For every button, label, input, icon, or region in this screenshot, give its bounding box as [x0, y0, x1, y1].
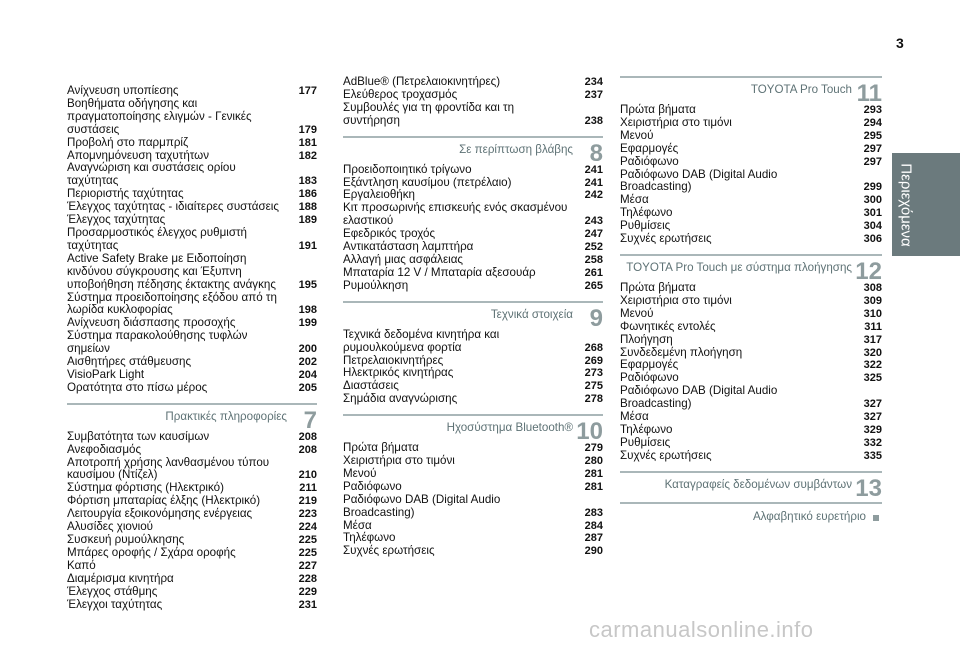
- toc-entry-page: 247: [584, 228, 603, 241]
- toc-entry-page: 332: [863, 436, 882, 449]
- toc-entry[interactable]: [620, 156, 882, 169]
- toc-entry[interactable]: [620, 117, 882, 130]
- toc-entry-page: 297: [863, 155, 882, 168]
- toc-entry-title: Χειριστήρια στο τιμόνι: [343, 454, 455, 468]
- toc-entry[interactable]: [67, 85, 317, 98]
- toc-entry-title: Συχνές ερωτήσεις: [620, 448, 712, 462]
- toc-entry-page: 210: [298, 469, 317, 482]
- toc-entry-page: 204: [298, 368, 317, 381]
- toc-entry-title: Καπό: [67, 558, 96, 572]
- toc-entry-title: Ρυθμίσεις: [620, 219, 671, 233]
- toc-entry-page: 335: [863, 449, 882, 462]
- section-number: 11: [856, 80, 882, 108]
- toc-entry-page: 208: [298, 443, 317, 456]
- toc-entry-title: Τεχνικά δεδομένα κινητήρα και ρυμουλκούμενα φορτία: [343, 327, 500, 354]
- toc-entry-title: Διαμέρισμα κινητήρα: [67, 571, 174, 585]
- toc-entry[interactable]: [620, 450, 882, 463]
- toc-entry-title: Προσαρμοστικός έλεγχος ρυθμιστή ταχύτητας: [67, 225, 248, 252]
- toc-entry-page: 241: [584, 176, 603, 189]
- toc-entry-page: 309: [863, 294, 882, 307]
- toc-entry-page: 205: [298, 381, 317, 394]
- toc-entry[interactable]: [620, 143, 882, 156]
- toc-entry-title: Ανεφοδιασμός: [67, 442, 142, 456]
- toc-entry[interactable]: [67, 457, 317, 483]
- toc-entry[interactable]: [67, 369, 317, 382]
- toc-entry[interactable]: [620, 437, 882, 450]
- toc-entry[interactable]: [67, 137, 317, 150]
- toc-column-2: [343, 76, 603, 558]
- toc-entry-title: Πρώτα βήματα: [620, 280, 696, 294]
- toc-entry-title: Έλεγχοι ταχύτητας: [67, 597, 163, 611]
- toc-entry-page: 279: [584, 442, 603, 455]
- toc-entry[interactable]: [67, 573, 317, 586]
- toc-entry[interactable]: [67, 330, 317, 356]
- toc-entry-page: 200: [298, 343, 317, 356]
- toc-entry[interactable]: [67, 253, 317, 292]
- square-bullet-icon: [873, 515, 879, 521]
- toc-entry-title: Προβολή στο παρμπρίζ: [67, 135, 189, 149]
- toc-entry-title: Active Safety Brake με Ειδοποίηση κινδύνου σύγκρουσης και Έξυπνη υποβοήθηση πέδησης έκτακτης ανάγκης: [67, 251, 276, 291]
- toc-entry-title: Εφαρμογές: [620, 358, 679, 372]
- toc-entry[interactable]: [343, 254, 603, 267]
- toc-entry-title: Μπαταρία 12 V / Μπαταρία αξεσουάρ: [343, 265, 536, 279]
- toc-entry-title: Τηλέφωνο: [620, 422, 673, 436]
- toc-entry-page: 243: [584, 215, 603, 228]
- toc-entry-page: 287: [584, 532, 603, 545]
- toc-entry-title: Πρώτα βήματα: [620, 103, 696, 116]
- page-number: 3: [896, 35, 904, 51]
- toc-entry-page: 234: [584, 76, 603, 88]
- toc-entry-title: Συνδεδεμένη πλοήγηση: [620, 345, 743, 359]
- toc-entry-page: 281: [584, 467, 603, 480]
- toc-entry-page: 310: [863, 307, 882, 320]
- toc-entry-title: Εφαρμογές: [620, 141, 679, 155]
- toc-entry-page: 304: [863, 220, 882, 233]
- toc-entry-title: Ραδιόφωνο DAB (Digital Audio Broadcasting): [343, 492, 501, 519]
- toc-entry[interactable]: [343, 164, 603, 177]
- index-title: Αλφαβητικό ευρετήριο: [752, 509, 866, 523]
- toc-entry[interactable]: [343, 468, 603, 481]
- toc-entry-page: 181: [298, 136, 317, 149]
- section-title: Ηχοσύστημα Bluetooth®: [446, 421, 573, 435]
- toc-entry[interactable]: [67, 534, 317, 547]
- toc-entry-page: 182: [298, 149, 317, 162]
- toc-entry[interactable]: [67, 431, 317, 444]
- section-header-7[interactable]: [67, 402, 317, 434]
- toc-entry-page: 191: [298, 239, 317, 252]
- toc-entry[interactable]: [343, 455, 603, 468]
- toc-entry-page: 311: [864, 320, 882, 333]
- section-title: Πρακτικές πληροφορίες: [165, 409, 287, 423]
- toc-entry-title: Πετρελαιοκινητήρες: [343, 353, 444, 367]
- toc-entry-page: 308: [863, 281, 882, 294]
- toc-entry-title: Απομνημόνευση ταχυτήτων: [67, 148, 210, 162]
- toc-entry-page: 227: [298, 559, 317, 572]
- toc-entry-page: 280: [584, 455, 603, 468]
- toc-entry-page: 228: [298, 572, 317, 585]
- toc-entry-page: 299: [863, 181, 882, 194]
- toc-entry[interactable]: [67, 560, 317, 573]
- toc-entry-title: Φόρτιση μπαταρίας έλξης (Ηλεκτρικό): [67, 494, 261, 508]
- toc-entry-page: 224: [298, 521, 317, 534]
- section-number: 8: [589, 139, 603, 167]
- toc-entry-title: Έλεγχος ταχύτητας - ιδιαίτερες συστάσεις: [67, 200, 279, 214]
- toc-entry-title: Σύστημα προειδοποίησης εξόδου από τη λωρίδα κυκλοφορίας: [67, 290, 277, 317]
- toc-entry-page: 284: [584, 519, 603, 532]
- toc-entry-title: Ορατότητα στο πίσω μέρος: [67, 380, 208, 394]
- toc-entry-page: 325: [863, 372, 882, 385]
- toc-entry-page: 322: [863, 359, 882, 372]
- toc-entry[interactable]: [620, 282, 882, 295]
- toc-entry-title: Σύστημα παρακολούθησης τυφλών σημείων: [67, 329, 248, 356]
- toc-entry-page: 238: [584, 114, 603, 127]
- toc-entry-page: 300: [863, 194, 882, 207]
- section-header-12[interactable]: [620, 253, 882, 286]
- toc-entry-title: Χειριστήρια στο τιμόνι: [620, 115, 732, 129]
- toc-entry-title: Συσκευή ρυμούλκησης: [67, 533, 185, 546]
- toc-entry-page: 242: [584, 189, 603, 202]
- toc-entry[interactable]: [620, 321, 882, 334]
- toc-column-3: [620, 80, 882, 524]
- toc-entry-page: 208: [298, 430, 317, 443]
- toc-entry-title: Ραδιόφωνο DAB (Digital Audio Broadcasting): [620, 384, 778, 411]
- toc-entry[interactable]: [67, 227, 317, 253]
- toc-entry-page: 294: [863, 116, 882, 129]
- toc-entry-page: 223: [298, 508, 317, 521]
- toc-entry-page: 225: [298, 534, 317, 546]
- section-header-11[interactable]: [620, 75, 882, 108]
- toc-entry-title: Ραδιόφωνο DAB (Digital Audio Broadcasting): [620, 167, 778, 194]
- toc-entry-title: Σημάδια αναγνώρισης: [343, 392, 458, 406]
- toc-entry-page: 189: [298, 214, 317, 227]
- section-title: TOYOTA Pro Touch: [750, 83, 852, 97]
- toc-entry-title: Τηλέφωνο: [620, 206, 673, 220]
- toc-entry[interactable]: [620, 169, 882, 195]
- toc-entry[interactable]: [343, 481, 603, 494]
- toc-entry-title: AdBlue® (Πετρελαιοκινητήρες): [343, 75, 501, 88]
- toc-entry-title: Έλεγχος στάθμης: [67, 584, 158, 598]
- toc-entry-page: 265: [584, 279, 603, 292]
- toc-entry-page: 295: [863, 129, 882, 142]
- toc-entry-page: 183: [298, 175, 317, 188]
- section-header-10[interactable]: [343, 413, 603, 446]
- toc-entry[interactable]: [343, 267, 603, 280]
- toc-entry-title: Τηλέφωνο: [343, 531, 396, 545]
- toc-entry[interactable]: [620, 233, 882, 246]
- toc-entry-page: 290: [584, 545, 603, 558]
- toc-entry-page: 229: [298, 585, 317, 598]
- section-title: Τεχνικά στοιχεία: [490, 307, 573, 321]
- toc-entry-title: Μπάρες οροφής / Σχάρα οροφής: [67, 545, 236, 559]
- toc-entry-page: 199: [298, 317, 317, 330]
- section-header-13[interactable]: [620, 470, 882, 502]
- toc-entry-title: Ανίχνευση διάσπασης προσοχής: [67, 316, 236, 330]
- toc-entry-page: 320: [863, 346, 882, 359]
- toc-entry-title: VisioPark Light: [67, 367, 145, 381]
- toc-entry-page: 237: [584, 88, 603, 101]
- toc-entry[interactable]: [67, 98, 317, 137]
- toc-entry-title: Χειριστήρια στο τιμόνι: [620, 293, 732, 307]
- toc-entry-title: Εξάντληση καυσίμου (πετρέλαιο): [343, 175, 512, 189]
- toc-entry-title: Μέσα: [620, 193, 649, 207]
- toc-entry-page: 301: [863, 207, 882, 220]
- toc-entry-title: Κιτ προσωρινής επισκευής ενός σκασμένου ελαστικού: [343, 201, 568, 228]
- toc-entry[interactable]: [67, 547, 317, 560]
- toc-entry[interactable]: [343, 76, 603, 89]
- toc-entry-title: Βοηθήματα οδήγησης και πραγματοποίησης ελιγμών - Γενικές συστάσεις: [67, 96, 252, 136]
- toc-entry-title: Αλλαγή μιας ασφάλειας: [343, 252, 463, 266]
- toc-entry-title: Μέσα: [343, 518, 372, 532]
- toc-entry-title: Ραδιόφωνο: [620, 371, 679, 385]
- toc-entry-title: Ρυθμίσεις: [620, 435, 671, 449]
- toc-entry-page: 198: [298, 304, 317, 317]
- toc-entry[interactable]: [620, 308, 882, 321]
- toc-entry-page: 252: [584, 241, 603, 254]
- toc-column-1: [67, 85, 317, 611]
- toc-entry[interactable]: [343, 102, 603, 128]
- toc-entry-title: Ανίχνευση υποπίεσης: [67, 84, 179, 97]
- section-number: 9: [589, 304, 603, 332]
- toc-entry-title: Ρυμούλκηση: [343, 278, 409, 292]
- toc-entry-title: Συχνές ερωτήσεις: [620, 232, 712, 246]
- toc-entry-title: Αναγνώριση και συστάσεις ορίου ταχύτητας: [67, 161, 236, 188]
- toc-entry-title: Περιοριστής ταχύτητας: [67, 187, 184, 201]
- toc-entry[interactable]: [343, 393, 603, 406]
- toc-entry-page: 283: [584, 506, 603, 519]
- toc-entry-page: 258: [584, 253, 603, 266]
- toc-entry[interactable]: [620, 295, 882, 308]
- section-number: 7: [303, 406, 317, 434]
- toc-entry[interactable]: [620, 334, 882, 347]
- toc-entry-page: 306: [863, 233, 882, 246]
- toc-entry[interactable]: [343, 89, 603, 102]
- toc-entry-title: Μενού: [343, 466, 377, 480]
- toc-entry-page: 269: [584, 354, 603, 367]
- section-number: 12: [855, 258, 882, 286]
- toc-entry[interactable]: [343, 545, 603, 558]
- toc-entry-title: Προειδοποιητικό τρίγωνο: [343, 162, 472, 176]
- toc-entry-title: Μενού: [620, 128, 654, 142]
- toc-entry[interactable]: [620, 104, 882, 117]
- section-header-8[interactable]: [343, 135, 603, 167]
- toc-entry-page: 211: [299, 482, 317, 495]
- toc-entry[interactable]: [67, 292, 317, 318]
- toc-entry-title: Διαστάσεις: [343, 379, 399, 393]
- toc-entry-title: Αλυσίδες χιονιού: [67, 520, 154, 534]
- toc-entry-page: 293: [863, 104, 882, 116]
- toc-entry-title: Λειτουργία εξοικονόμησης ενέργειας: [67, 507, 253, 521]
- toc-entry-title: Ραδιόφωνο: [620, 154, 679, 168]
- toc-entry-page: 273: [584, 367, 603, 380]
- toc-entry[interactable]: [343, 202, 603, 228]
- watermark: carmanualsonline.info: [589, 617, 814, 642]
- toc-entry-page: 225: [298, 546, 317, 559]
- toc-entry[interactable]: [343, 329, 603, 355]
- toc-entry-page: 275: [584, 380, 603, 393]
- toc-entry-title: Μέσα: [620, 410, 649, 424]
- toc-entry-page: 317: [863, 333, 882, 346]
- toc-entry-title: Σύστημα φόρτισης (Ηλεκτρικό): [67, 481, 224, 495]
- toc-entry[interactable]: [343, 280, 603, 293]
- toc-entry[interactable]: [67, 586, 317, 599]
- section-number: 13: [855, 474, 882, 502]
- index-link[interactable]: [620, 502, 882, 524]
- section-header-9[interactable]: [343, 300, 603, 332]
- toc-entry-title: Φωνητικές εντολές: [620, 319, 716, 333]
- section-number: 10: [576, 418, 603, 446]
- toc-entry-page: 219: [298, 495, 317, 508]
- toc-entry-page: 268: [584, 341, 603, 354]
- toc-entry-title: Συμβατότητα των καυσίμων: [67, 429, 210, 443]
- section-title: TOYOTA Pro Touch με σύστημα πλοήγησης: [626, 261, 852, 275]
- toc-entry-page: 329: [863, 423, 882, 436]
- toc-entry[interactable]: [67, 444, 317, 457]
- toc-entry-page: 297: [863, 142, 882, 155]
- toc-entry-title: Πρώτα βήματα: [343, 441, 419, 455]
- toc-entry[interactable]: [67, 599, 317, 612]
- toc-entry-page: 179: [298, 123, 317, 136]
- toc-entry-title: Ραδιόφωνο: [343, 479, 402, 493]
- toc-entry-page: 195: [298, 278, 317, 291]
- toc-entry-page: 327: [863, 398, 882, 411]
- toc-entry-title: Ηλεκτρικός κινητήρας: [343, 366, 454, 380]
- toc-entry-title: Έλεγχος ταχύτητας: [67, 213, 166, 227]
- toc-entry[interactable]: [620, 385, 882, 411]
- toc-entry-title: Εφεδρικός τροχός: [343, 227, 436, 241]
- toc-entry-page: 281: [584, 480, 603, 493]
- toc-entry-page: 261: [584, 266, 603, 279]
- toc-entry-page: 278: [584, 393, 603, 406]
- toc-entry-title: Εργαλειοθήκη: [343, 188, 415, 202]
- section-title: Καταγραφείς δεδομένων συμβάντων: [664, 477, 852, 491]
- toc-entry-title: Συχνές ερωτήσεις: [343, 544, 435, 558]
- toc-entry[interactable]: [620, 411, 882, 424]
- toc-entry-title: Μενού: [620, 306, 654, 320]
- toc-entry-title: Αντικατάσταση λαμπτήρα: [343, 240, 474, 254]
- toc-entry-page: 177: [298, 85, 317, 97]
- toc-entry[interactable]: [343, 494, 603, 520]
- toc-entry-title: Συμβουλές για τη φροντίδα και τη συντήρηση: [343, 100, 515, 127]
- toc-entry-page: 186: [298, 188, 317, 201]
- toc-entry-page: 327: [863, 411, 882, 424]
- toc-entry-title: Αισθητήρες στάθμευσης: [67, 355, 192, 369]
- toc-entry[interactable]: [620, 130, 882, 143]
- toc-entry-page: 241: [584, 163, 603, 176]
- section-title: Σε περίπτωση βλάβης: [459, 142, 573, 156]
- toc-entry[interactable]: [67, 162, 317, 188]
- toc-entry-page: 231: [298, 598, 317, 611]
- toc-entry-page: 188: [298, 201, 317, 214]
- toc-entry[interactable]: [620, 424, 882, 437]
- toc-entry-title: Αποτροπή χρήσης λανθασμένου τύπου καυσίμου (Ντίζελ): [67, 455, 270, 482]
- toc-entry[interactable]: [67, 356, 317, 369]
- toc-entry-page: 202: [298, 356, 317, 369]
- toc-entry[interactable]: [67, 382, 317, 395]
- toc-entry-title: Ελεύθερος τροχασμός: [343, 87, 458, 101]
- toc-entry-title: Πλοήγηση: [620, 332, 673, 346]
